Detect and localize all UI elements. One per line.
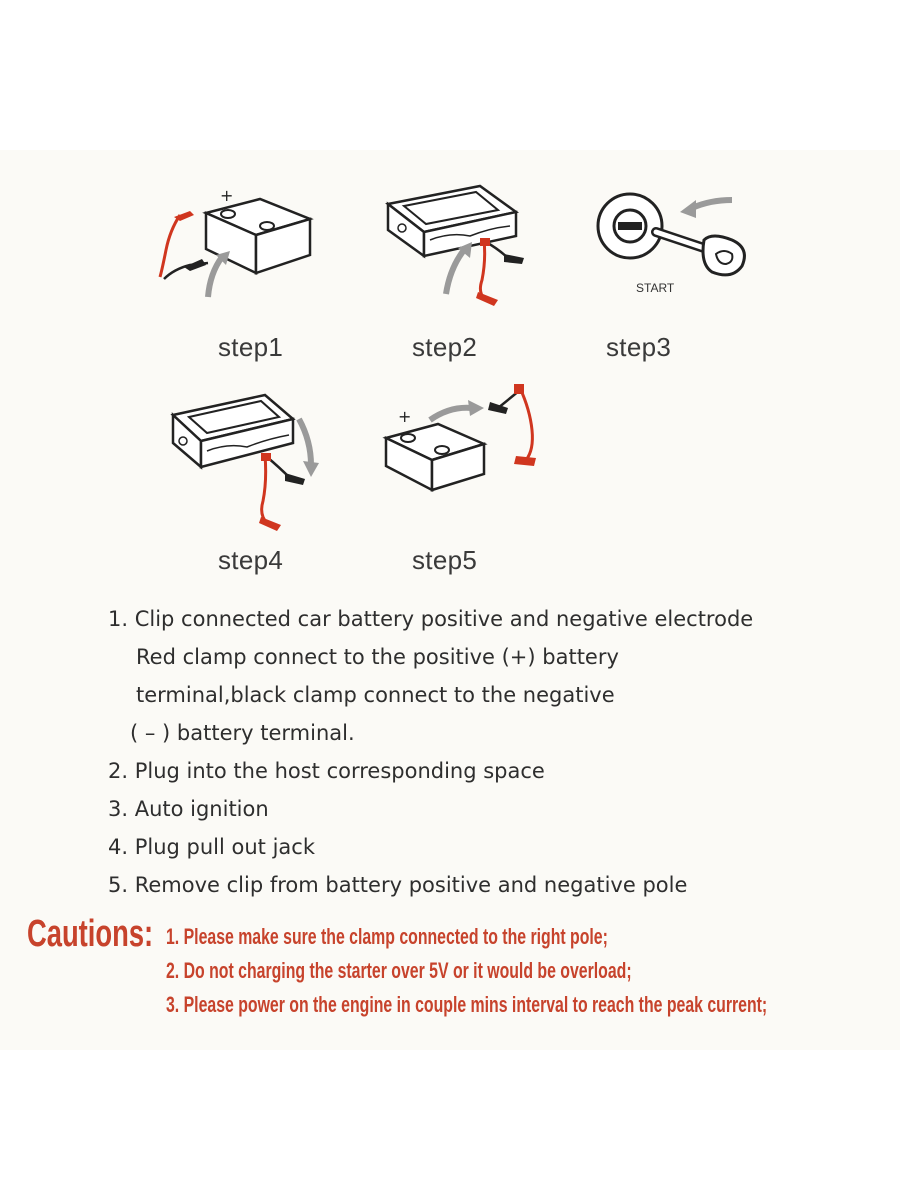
negative-terminal xyxy=(260,222,274,230)
step1-label: step1 xyxy=(218,332,284,362)
instruction-line: 2. Plug into the host corresponding space xyxy=(108,759,545,783)
step3-illustration xyxy=(592,180,762,300)
red-cable xyxy=(520,388,532,460)
arrow-icon xyxy=(299,419,311,465)
arrow-icon xyxy=(430,408,472,420)
cautions-title: Cautions: xyxy=(27,913,154,955)
plug-icon xyxy=(480,238,490,246)
red-cable xyxy=(480,240,484,298)
arrow-icon xyxy=(692,200,732,208)
plus-sign: + xyxy=(398,407,412,426)
key-icon xyxy=(703,236,744,275)
step3-label: step3 xyxy=(606,332,672,362)
instruction-line: 4. Plug pull out jack xyxy=(108,835,315,859)
instructions-list xyxy=(108,600,828,904)
black-clamp xyxy=(504,254,524,264)
step4-illustration xyxy=(165,385,335,535)
red-cable xyxy=(160,215,180,277)
positive-terminal xyxy=(221,210,235,218)
step2-label: step2 xyxy=(412,332,478,362)
arrow-icon xyxy=(208,257,222,297)
red-clamp xyxy=(259,517,281,531)
step4-label: step4 xyxy=(218,545,284,575)
arrow-head-icon xyxy=(680,200,696,218)
start-text: START xyxy=(636,281,675,295)
caution-item: 1. Please make sure the clamp connected to the right pole; xyxy=(166,924,608,949)
instruction-line: Red clamp connect to the positive (+) battery xyxy=(136,645,619,669)
red-clamp xyxy=(514,456,536,466)
instruction-line: terminal,black clamp connect to the negative xyxy=(136,683,615,707)
arrow-head-icon xyxy=(468,400,484,416)
step1-illustration xyxy=(150,185,320,305)
step5-label: step5 xyxy=(412,545,478,575)
plus-sign: + xyxy=(220,186,234,205)
negative-terminal xyxy=(435,446,449,454)
red-cable xyxy=(262,455,267,523)
caution-item: 2. Do not charging the starter over 5V or it would be overload; xyxy=(166,958,632,983)
red-clamp xyxy=(476,292,498,306)
key-slot xyxy=(618,222,642,230)
instruction-line: 1. Clip connected car battery positive and negative electrode xyxy=(108,607,754,631)
instruction-line: ( – ) battery terminal. xyxy=(130,721,355,745)
instruction-line: 5. Remove clip from battery positive and negative pole xyxy=(108,873,688,897)
black-clamp xyxy=(285,473,305,485)
arrow-head-icon xyxy=(303,461,319,477)
step5-illustration xyxy=(380,380,550,500)
positive-terminal xyxy=(401,434,415,442)
arrow-icon xyxy=(446,250,464,294)
plug-icon xyxy=(514,384,524,394)
port-icon xyxy=(398,224,406,232)
caution-item: 3. Please power on the engine in couple mins interval to reach the peak current; xyxy=(166,992,768,1017)
port-icon xyxy=(179,437,187,445)
step2-illustration xyxy=(380,180,540,310)
instruction-line: 3. Auto ignition xyxy=(108,797,269,821)
plug-icon xyxy=(261,453,271,461)
